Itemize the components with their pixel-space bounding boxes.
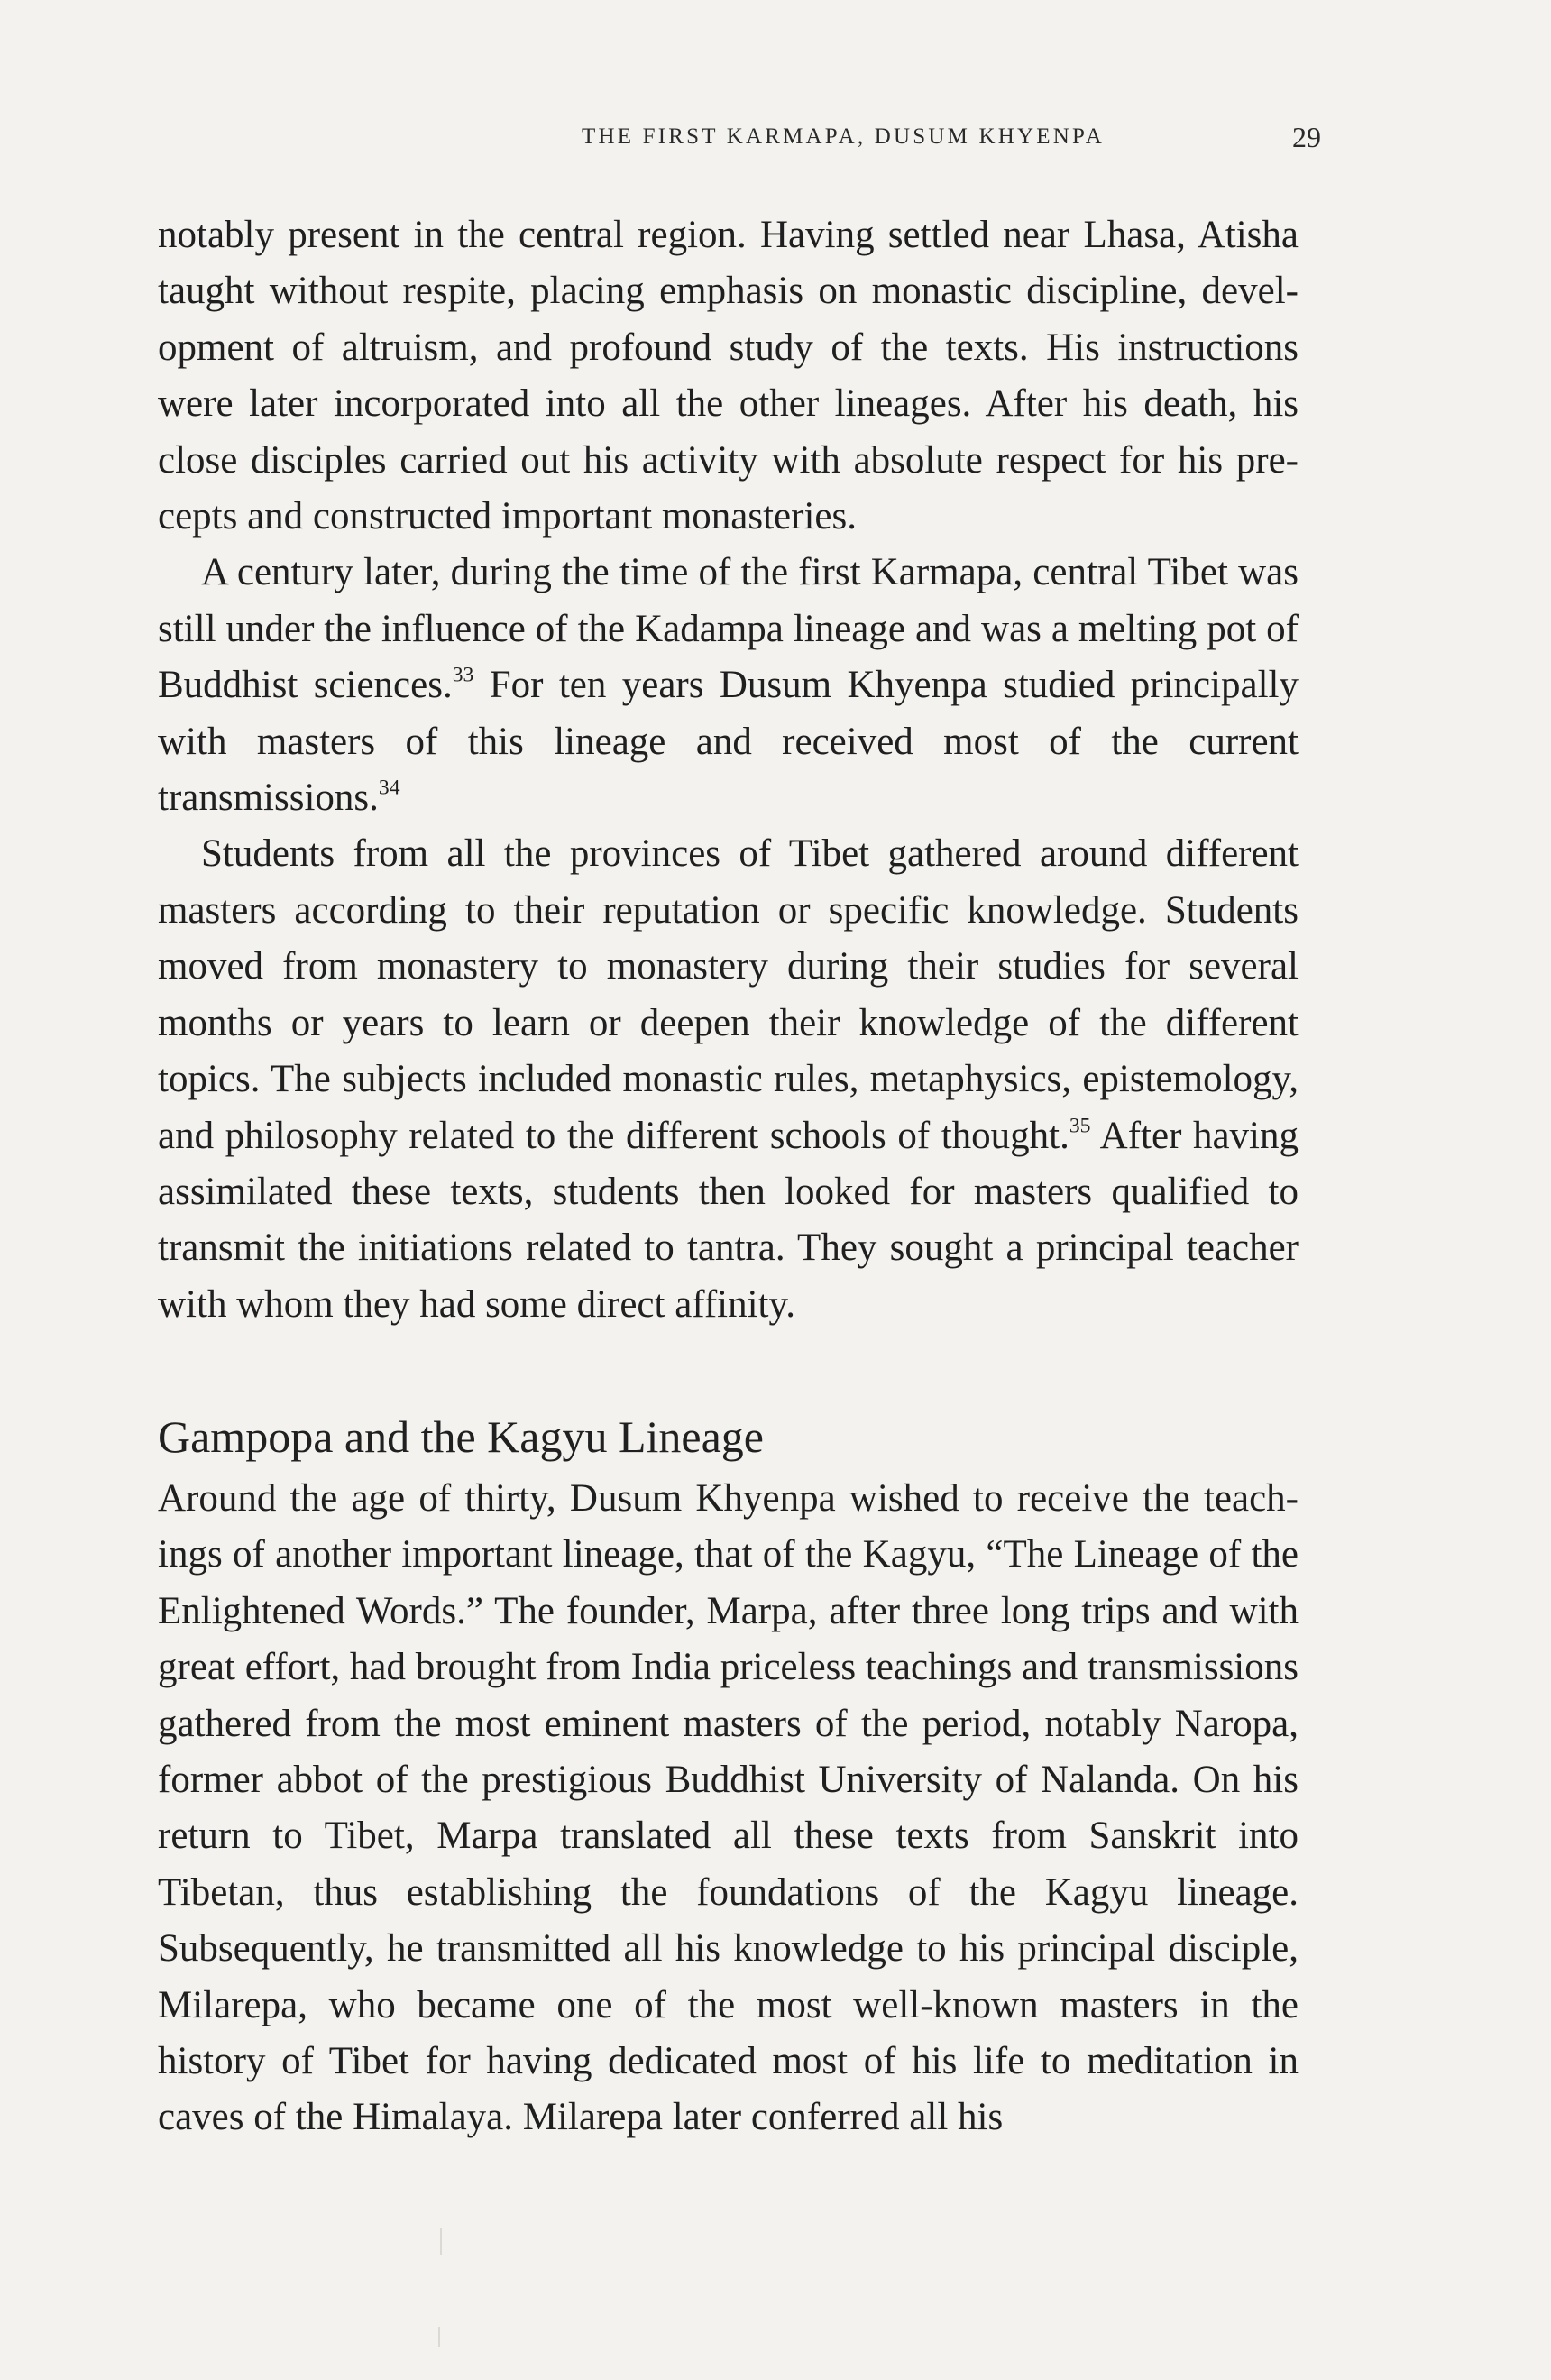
paragraph-4-text: Around the age of thirty, Dusum Khyenpa wished to receive the teachings of another important lineage, that of the Kagyu, “The Lineage of the Enlightened Words.” The founder, Marpa, after three long trips and with great effort, had brought from India priceless teachings and transmissions gathered from the most eminent masters of the period, notably Naropa, former abbot of the prestigious Buddhist University of Nalanda. On his return to Tibet, Marpa translated all these texts from Sanskrit into Tibetan, thus establishing the foundations of the Kagyu lineage. Subsequently, he transmitted all his knowledge to his principal disciple, Milarepa, who became one of the most well-known masters in the history of Tibet for having dedicated most of his life to meditation in caves of the Himalaya. Milarepa later conferred all his <box>158 1477 1299 2139</box>
scan-artifact-line <box>440 2228 442 2255</box>
footnote-ref-34: 34 <box>378 776 400 800</box>
paragraph-1-text: notably present in the central region. Having settled near Lhasa, Atisha taught without respite, placing emphasis on monastic discipline, development of altruism, and profound study of the texts. His instructions were later incorporated into all the other lineages. After his death, his close disciples carried out his activity with absolute respect for his precepts and constructed important monasteries. <box>158 214 1299 538</box>
paragraph-2-text-a: A century later, during the time of the first Karmapa, central Tibet was still under the influence of the Kadampa lineage and was a melting pot of Buddhist sciences. <box>158 551 1299 707</box>
paragraph-3-text-b: After having assimilated these texts, students then looked for masters qualified to transmit the initiations related to tantra. They sought a principal teacher with whom they had some direct affinity. <box>158 1114 1299 1326</box>
paragraph-3 <box>158 826 1299 1333</box>
body-text-upper <box>158 207 1299 1333</box>
paragraph-2 <box>158 545 1299 826</box>
page-number: 29 <box>1292 121 1321 153</box>
body-text-lower <box>158 1471 1299 2146</box>
running-header <box>582 121 1321 161</box>
paragraph-4 <box>158 1471 1299 2146</box>
section-heading: Gampopa and the Kagyu Lineage <box>158 1411 764 1462</box>
scan-artifact-line <box>438 2327 440 2347</box>
footnote-ref-35: 35 <box>1069 1113 1091 1137</box>
paragraph-1 <box>158 207 1299 545</box>
paragraph-3-text-a: Students from all the provinces of Tibet gathered around different masters according to their reputation or specific knowledge. Students moved from monastery to monastery during their studies for several months or years to learn or deepen their knowledge of the different topics. The subjects included monastic rules, metaphysics, epistemology, and philosophy related to the different schools of thought. <box>158 832 1299 1157</box>
paragraph-2-text-b: For ten years Dusum Khyenpa studied principally with masters of this lineage and received most of the current transmissions. <box>158 664 1299 820</box>
footnote-ref-33: 33 <box>452 663 474 687</box>
running-header-title: THE FIRST KARMAPA, DUSUM KHYENPA <box>582 124 1106 149</box>
